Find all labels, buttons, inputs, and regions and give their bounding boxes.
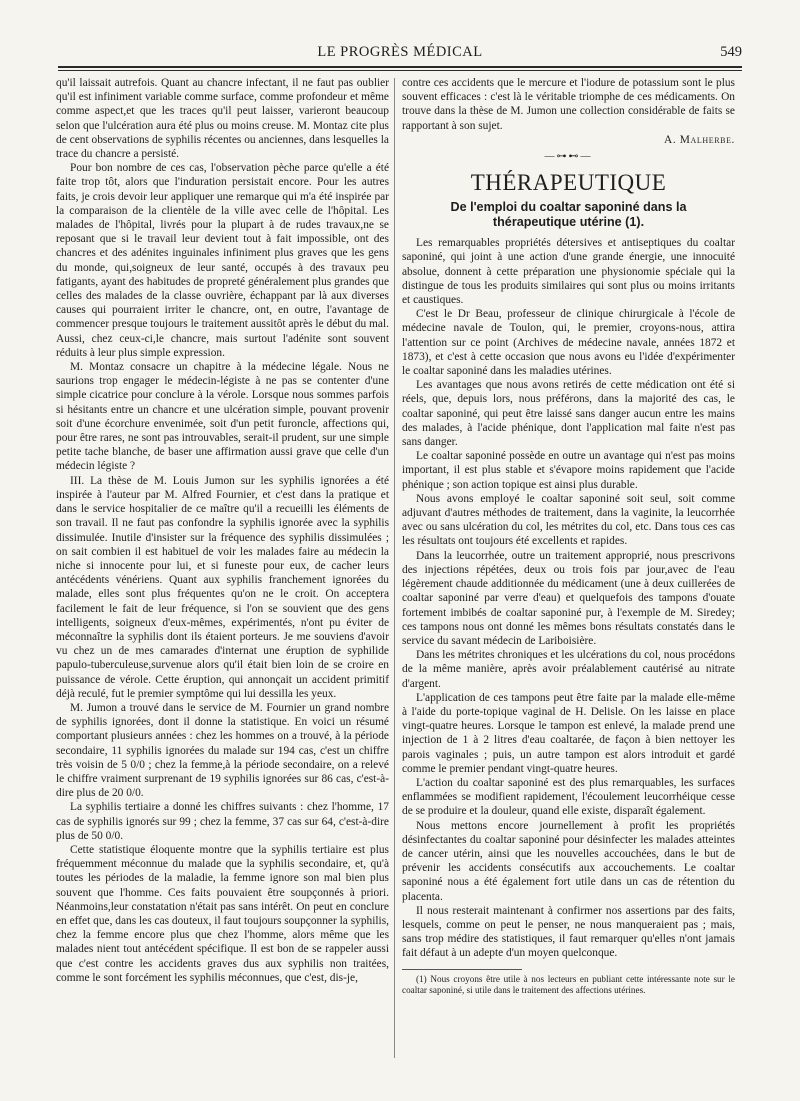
article-title: De l'emploi du coaltar saponiné dans la thérapeutique utérine (1). [450, 200, 687, 230]
left-paragraph: III. La thèse de M. Louis Jumon sur les syphilis ignorées a été inspirée à l'auteur par M. Alfred Fournier, et c'est dans la pratique et dans le service hospitalier de ce maître qu'il a recueilli les éléments de son travail. Il ne faut pas confondre la syphilis ignorée avec la syphilis dissimulée. Inutile d'insister sur la fréquence des syphilis dissimulées ; on sait combien il est habituel de voir les malades faire au médecin la niche si innocente pour lui, et si funeste pour eux, de cacher leurs antécédents vénériens. Quant aux syphilis franchement ignorées du malade, elles sont plus fréquentes qu'on ne le croit. On acceptera facilement le fait de leur fréquence, si l'on se souvient que des gens intelligents, soigneux d'eux-mêmes, expérimentés, n'ont pu éviter de méconnaître la syphilis dont ils étaient porteurs. Je me souviens d'avoir vu chez un de mes camarades d'internat une éruption de syphilide papulo-tuberculeuse,survenue alors qu'il était bien loin de se croire en puissance de vérole. Cette éruption, qui annonçait un accident primitif déjà reculé, fut le premier symptôme qui lui dessilla les yeux. [56, 474, 389, 700]
right-paragraph: Nous avons employé le coaltar saponiné soit seul, soit comme adjuvant d'autres méthodes de traitement, dans la vaginite, la leucorrhée avec ou sans ulcération du col, les métrites du col, etc. Dans tous ces cas les résultats ont toujours été excellents et rapides. [402, 492, 735, 548]
right-intro-paragraph: contre ces accidents que le mercure et l'iodure de potassium sont le plus souvent efficaces : c'est là le véritable triomphe de ces médicaments. On trouve dans la thèse de M. Jumon une collection considérable de faits se rapportant à son sujet. [402, 77, 735, 132]
right-paragraph: Dans la leucorrhée, outre un traitement approprié, nous prescrivons des injections répétées, deux ou trois fois par jour,avec de l'eau légèrement chaude additionnée du médicament (une à deux cuillerées de coaltar saponiné par verre d'eau) et quelquefois des tampons d'ouate fortement imbibés de coaltar saponiné pur, à l'exemple de M. Siredey; ces tampons nous ont donné les mêmes bons résultats constatés dans le service du savant médecin de Lariboisière. [402, 549, 735, 647]
section-ornament: —⊶⊷— [544, 151, 593, 163]
running-title: LE PROGRÈS MÉDICAL [317, 44, 483, 60]
page-number: 549 [720, 44, 742, 60]
left-paragraph: qu'il laissait autrefois. Quant au chancre infectant, il ne faut pas oublier qu'il est infiniment variable comme surface, comme profondeur et même comme aspect,et que les traces qu'il peut laisser, varieront beaucoup selon que l'ulcération aura été plus ou moins creuse. M. Montaz cite plus de cent observations de syphilis récentes ou anciennes, dans lesquelles la trace du chancre a persisté. [56, 77, 389, 161]
section-title: THÉRAPEUTIQUE [470, 170, 667, 196]
right-paragraph: C'est le Dr Beau, professeur de clinique chirurgicale à l'école de médecine navale de Toulon, qui, le premier, croyons-nous, attira l'attention sur ce point (Archives de médecine navale, années 1872 et 1873), et c'est à cette occasion que nous avons eu l'idée d'expérimenter le coaltar saponiné dans les maladies utérines. [402, 308, 735, 378]
page-header [58, 44, 742, 66]
header-rule-thick [58, 66, 742, 68]
right-paragraph: Le coaltar saponiné possède en outre un avantage qui n'est pas moins important, il est plus stable et s'évapore moins rapidement que l'acide phénique ; son action topique est ainsi plus durable. [402, 450, 735, 491]
right-paragraph: Nous mettons encore journellement à profit les propriétés désinfectantes du coaltar saponiné pour désinfecter les malades atteintes de cancer utérin, ainsi que les nouvelles accouchées, dans le but de prévenir les accidents consécutifs aux accouchements. Le coaltar saponiné nous a été également fort utile dans un cas de rétention du placenta. [402, 819, 735, 903]
footnote-rule [402, 969, 522, 970]
right-paragraph: L'action du coaltar saponiné est des plus remarquables, les surfaces enflammées se modifient rapidement, l'écoulement leucorrhéique cesse de se produire et la douleur, quand elle existe, disparaît également. [402, 776, 735, 818]
left-paragraph: La syphilis tertiaire a donné les chiffres suivants : chez l'homme, 17 cas de syphilis ignorés sur 99 ; chez la femme, 37 cas sur 64, c'est-à-dire plus de 50 0/0. [56, 801, 389, 842]
left-column [56, 76, 389, 1066]
author-signature: A. Malherbe. [664, 133, 735, 146]
right-paragraph: Les avantages que nous avons retirés de cette médication ont été si réels, que, depuis lors, nous préférons, dans la majorité des cas, le coaltar saponiné, qui peut être laissé sans danger aucun entre les mains des malades, à l'acide phénique, dont l'application mal faite n'est pas sans danger. [402, 379, 735, 449]
left-paragraph: Cette statistique éloquente montre que la syphilis tertiaire est plus fréquemment méconnue du malade que la syphilis secondaire, et, qu'à toutes les périodes de la maladie, la femme ignore son mal bien plus souvent que l'homme. Ces faits pouvaient être soupçonnés à priori. Néanmoins,leur constatation n'était pas sans intérêt. On peut en conclure en effet que, dans les cas douteux, il faut toujours soupçonner la syphilis, chez la femme encore plus que chez l'homme, alors même que les malades nient tout antécédent spécifique. Il est bon de se rappeler aussi que c'est contre les accidents graves dus aux syphilis non traitées, comme le sont forcément les syphilis méconnues, que c'est, dis-je, [56, 843, 389, 984]
right-paragraph: L'application de ces tampons peut être faite par la malade elle-même à l'aide du porte-topique vaginal de H. Delisle. On les laisse en place vingt-quatre heures. Lorsque le tampon est enlevé, la malade prend une injection de 1 à 2 litres d'eau coaltarée, de façon à bien nettoyer les parois vaginales ; puis, un autre tampon est alors introduit et gardé comme le premier pendant vingt-quatre heures. [402, 691, 735, 775]
left-paragraph: Pour bon nombre de ces cas, l'observation pèche parce qu'elle a été faite trop tôt, alors que l'induration persistait encore. Pour les autres faits, je crois devoir leur appliquer une remarque qui m'a été inspirée par la comparaison de la clientèle de la ville avec celle de l'hôpital. Les malades de l'hôpital, livrés pour la plupart à de rudes travaux,ne se reposant que si le travail leur devient tout à fait impossible, ont des chancres et des adénites inguinales infiniment plus graves que les gens du monde, qui,soigneux de leur santé, occupés à des travaux peu fatigants, ayant des habitudes de propreté généralement plus grandes que celles des malades de la classe ouvrière, échappant par là aux diverses causes qui pourraient irriter le chancre, ont, en outre, l'avantage de commencer presque toujours le traitement aussitôt après le début du mal. Aussi, chez ceux-ci,le chancre, mais surtout l'adénite sont souvent réduits à leur plus simple expression. [56, 162, 389, 359]
right-paragraph: Il nous resterait maintenant à confirmer nos assertions par des faits, lesquels, comme on peut le penser, ne nous manqueraient pas ; mais, sans trop médire des statistiques, il faut remarquer qu'elles n'ont jamais fait défaut à un adepte d'un moyen quelconque. [402, 904, 735, 960]
header-rule-thin [58, 70, 742, 71]
right-paragraph: Dans les métrites chroniques et les ulcérations du col, nous procédons de la même manière, après avoir préalablement cautérisé au nitrate d'argent. [402, 649, 735, 690]
footnote: (1) Nous croyons être utile à nos lecteurs en publiant cette intéressante note sur le coaltar saponiné, si utile dans le traitement des affections utérines. [402, 973, 735, 995]
right-paragraph: Les remarquables propriétés détersives et antiseptiques du coaltar saponiné, qui joint à une action d'une grande énergie, une innocuité absolue, donnent à cette préparation une physionomie spéciale qui la distingue de tous les produits similaires qui sont plus ou moins irritants et caustiques. [402, 237, 735, 307]
column-divider [394, 78, 395, 1058]
right-column [402, 76, 735, 1016]
article-signature-line [402, 133, 735, 147]
left-paragraph: M. Montaz consacre un chapitre à la médecine légale. Nous ne saurions trop engager le médecin-légiste à ne pas se contenter d'une simple cicatrice pour conclure à la vérole. Lorsque nous sommes parfois si hésitants entre un chancre et une ulcération simple, pouvant provenir soit d'une écorchure envenimée, soit d'un petit furoncle, affections qui, pour être rares, ne sont pas introuvables, serait-il prudent, sur une simple petite tache blanche, de baser une affirmation aussi grave que celle d'un médecin légiste ? [56, 361, 389, 473]
left-paragraph: M. Jumon a trouvé dans le service de M. Fournier un grand nombre de syphilis ignorées, dont il donne la statistique. En voici un résumé comportant plusieurs années : chez les hommes on a trouvé, à la période secondaire, 11 syphilis ignorées du malade sur 194 cas, c'est un chiffre très voisin de 5 0/0 ; chez la femme,à la période secondaire, on a relevé le chiffre vraiment surprenant de 19 syphilis ignorées sur 86 cas, c'est-à-dire plus de 20 0/0. [56, 701, 389, 800]
